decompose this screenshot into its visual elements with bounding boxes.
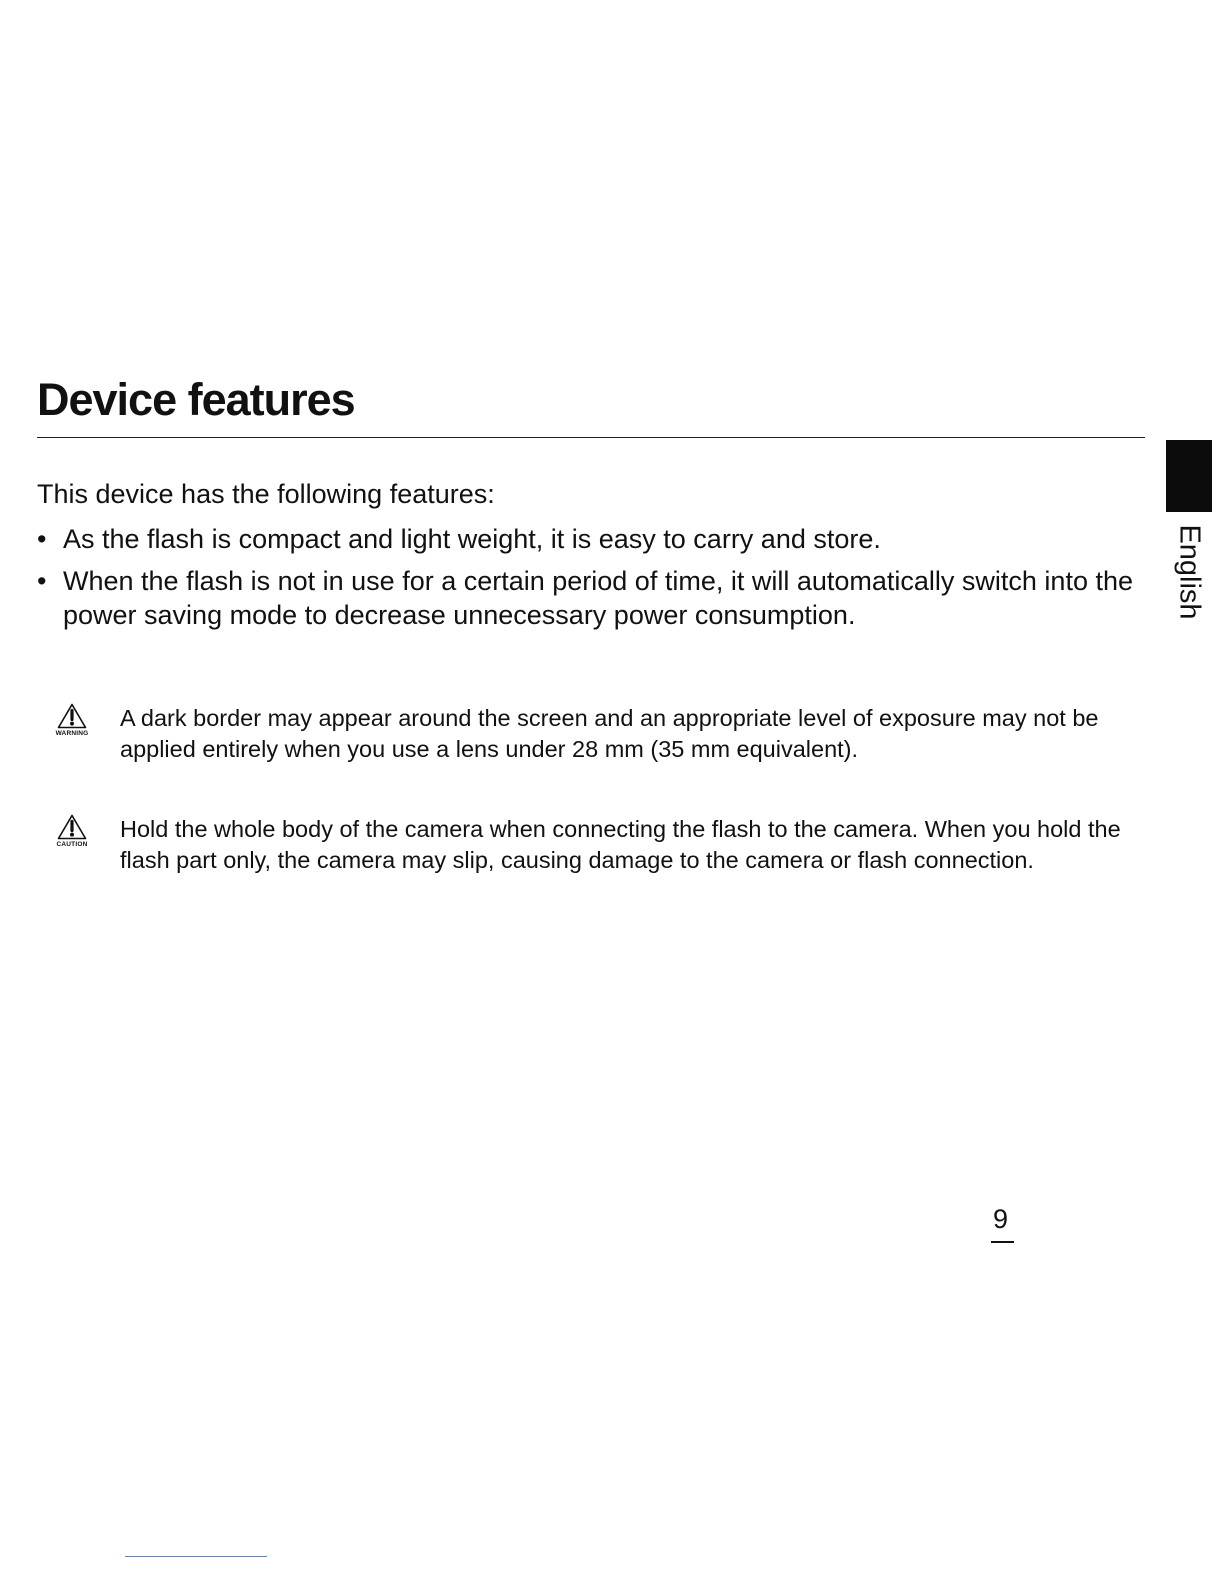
feature-item [37,522,1142,556]
feature-list [37,522,1142,640]
language-tab-label: English [1173,524,1206,620]
caution-triangle-icon [46,814,98,848]
warning-icon-label: WARNING [55,730,89,737]
intro-text: This device has the following features: [37,479,495,509]
page-number: 9 [993,1204,1009,1234]
bullet-icon: • [37,566,47,596]
warning-text: A dark border may appear around the screen and an appropriate level of exposure may not be applied entirely when you use a lens under 28 mm (35 mm equivalent). [120,705,1099,762]
footer-divider [125,1556,267,1557]
caution-text: Hold the whole body of the camera when connecting the flash to the camera. When you hold the flash part only, the camera may slip, causing damage to the camera or flash connection. [120,816,1121,873]
feature-text: When the flash is not in use for a certain period of time, it will automatically switch into the power saving mode to decrease unnecessary power consumption. [63,566,1133,630]
feature-item [37,564,1142,632]
caution-icon-label: CAUTION [56,841,88,848]
page-number-underline [991,1241,1014,1243]
bullet-icon: • [37,524,47,554]
feature-text: As the flash is compact and light weight, it is easy to carry and store. [63,524,881,554]
warning-triangle-icon [46,703,98,737]
title-divider [37,437,1145,438]
page-title: Device features [37,374,355,425]
language-tab-marker [1166,440,1212,512]
